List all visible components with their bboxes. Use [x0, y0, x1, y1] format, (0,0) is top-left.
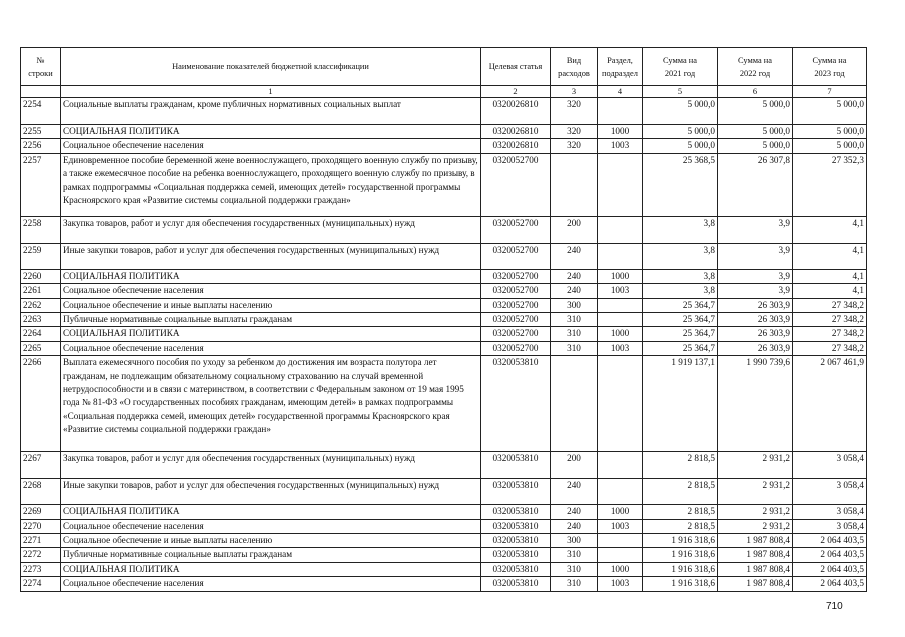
row-number: 2256: [21, 139, 61, 153]
sum-2021: 2 818,5: [643, 505, 718, 519]
sum-2022: 2 931,2: [718, 479, 793, 505]
sum-2021: 5 000,0: [643, 98, 718, 125]
target-article: 0320053810: [481, 534, 551, 548]
target-article: 0320052700: [481, 269, 551, 283]
sum-2022: 5 000,0: [718, 139, 793, 153]
target-article: 0320053810: [481, 505, 551, 519]
row-number: 2274: [21, 577, 61, 591]
sum-2021: 1 919 137,1: [643, 356, 718, 452]
row-number: 2264: [21, 327, 61, 341]
column-number-cell: 3: [551, 86, 598, 98]
sum-2022: 1 987 808,4: [718, 577, 793, 591]
sum-2023: 2 064 403,5: [793, 562, 867, 576]
sum-2023: 5 000,0: [793, 98, 867, 125]
indicator-name: СОЦИАЛЬНАЯ ПОЛИТИКА: [61, 505, 481, 519]
target-article: 0320053810: [481, 479, 551, 505]
header-section: Раздел, подраздел: [598, 48, 643, 86]
row-number: 2259: [21, 243, 61, 269]
sum-2021: 25 364,7: [643, 341, 718, 355]
indicator-name: Социальное обеспечение и иные выплаты населению: [61, 534, 481, 548]
expense-type: 310: [551, 577, 598, 591]
column-number-row: [21, 86, 867, 98]
indicator-name: Закупка товаров, работ и услуг для обеспечения государственных (муниципальных) нужд: [61, 452, 481, 479]
table-row: [21, 98, 867, 125]
sum-2022: 26 303,9: [718, 298, 793, 312]
sum-2023: 3 058,4: [793, 505, 867, 519]
row-number: 2268: [21, 479, 61, 505]
sum-2022: 2 931,2: [718, 519, 793, 533]
sum-2022: 3,9: [718, 216, 793, 243]
sum-2023: 2 064 403,5: [793, 534, 867, 548]
indicator-name: Социальное обеспечение населения: [61, 284, 481, 298]
sum-2023: 2 067 461,9: [793, 356, 867, 452]
sum-2021: 25 364,7: [643, 298, 718, 312]
header-sum-2022: Сумма на 2022 год: [718, 48, 793, 86]
table-header-row: [21, 48, 867, 86]
sum-2022: 3,9: [718, 284, 793, 298]
section-code: 1000: [598, 327, 643, 341]
section-code: [598, 216, 643, 243]
target-article: 0320053810: [481, 519, 551, 533]
indicator-name: СОЦИАЛЬНАЯ ПОЛИТИКА: [61, 327, 481, 341]
target-article: 0320052700: [481, 153, 551, 216]
expense-type: 240: [551, 505, 598, 519]
sum-2021: 25 368,5: [643, 153, 718, 216]
sum-2022: 2 931,2: [718, 505, 793, 519]
section-code: 1000: [598, 505, 643, 519]
indicator-name: СОЦИАЛЬНАЯ ПОЛИТИКА: [61, 562, 481, 576]
header-sum-2021: Сумма на 2021 год: [643, 48, 718, 86]
section-code: 1000: [598, 125, 643, 139]
table-row: [21, 313, 867, 327]
sum-2021: 25 364,7: [643, 327, 718, 341]
sum-2021: 1 916 318,6: [643, 534, 718, 548]
column-number-cell: 5: [643, 86, 718, 98]
expense-type: 320: [551, 98, 598, 125]
expense-type: 310: [551, 562, 598, 576]
target-article: 0320052700: [481, 243, 551, 269]
header-indicator-name: Наименование показателей бюджетной классификации: [61, 48, 481, 86]
table-row: [21, 243, 867, 269]
indicator-name: Иные закупки товаров, работ и услуг для обеспечения государственных (муниципальных) нужд: [61, 243, 481, 269]
sum-2023: 5 000,0: [793, 139, 867, 153]
expense-type: 200: [551, 216, 598, 243]
table-row: [21, 356, 867, 452]
target-article: 0320026810: [481, 98, 551, 125]
sum-2021: 3,8: [643, 284, 718, 298]
sum-2023: 4,1: [793, 269, 867, 283]
row-number: 2262: [21, 298, 61, 312]
section-code: 1003: [598, 519, 643, 533]
sum-2023: 4,1: [793, 216, 867, 243]
section-code: [598, 153, 643, 216]
sum-2021: 3,8: [643, 243, 718, 269]
row-number: 2272: [21, 548, 61, 562]
sum-2023: 27 348,2: [793, 313, 867, 327]
target-article: 0320052700: [481, 216, 551, 243]
budget-table: [20, 47, 867, 592]
row-number: 2271: [21, 534, 61, 548]
sum-2022: 26 303,9: [718, 327, 793, 341]
sum-2022: 2 931,2: [718, 452, 793, 479]
indicator-name: Социальное обеспечение населения: [61, 577, 481, 591]
sum-2021: 25 364,7: [643, 313, 718, 327]
target-article: 0320026810: [481, 139, 551, 153]
expense-type: 310: [551, 548, 598, 562]
sum-2022: 1 987 808,4: [718, 562, 793, 576]
expense-type: 300: [551, 298, 598, 312]
row-number: 2263: [21, 313, 61, 327]
section-code: [598, 479, 643, 505]
expense-type: [551, 153, 598, 216]
sum-2023: 27 348,2: [793, 327, 867, 341]
sum-2022: 26 303,9: [718, 341, 793, 355]
sum-2023: 3 058,4: [793, 479, 867, 505]
section-code: [598, 298, 643, 312]
sum-2023: 4,1: [793, 243, 867, 269]
target-article: 0320053810: [481, 548, 551, 562]
sum-2022: 1 987 808,4: [718, 534, 793, 548]
sum-2021: 1 916 318,6: [643, 548, 718, 562]
table-body: [21, 98, 867, 592]
target-article: 0320053810: [481, 452, 551, 479]
column-number-cell: 1: [61, 86, 481, 98]
column-number-cell: [21, 86, 61, 98]
table-row: [21, 153, 867, 216]
target-article: 0320052700: [481, 313, 551, 327]
section-code: 1003: [598, 577, 643, 591]
sum-2021: 3,8: [643, 269, 718, 283]
row-number: 2260: [21, 269, 61, 283]
sum-2021: 5 000,0: [643, 139, 718, 153]
section-code: [598, 534, 643, 548]
column-number-cell: 2: [481, 86, 551, 98]
target-article: 0320052700: [481, 341, 551, 355]
target-article: 0320052700: [481, 284, 551, 298]
table-row: [21, 298, 867, 312]
page-number: 710: [826, 601, 843, 612]
sum-2022: 5 000,0: [718, 125, 793, 139]
indicator-name: Публичные нормативные социальные выплаты гражданам: [61, 313, 481, 327]
section-code: [598, 243, 643, 269]
target-article: 0320052700: [481, 327, 551, 341]
section-code: 1000: [598, 562, 643, 576]
section-code: 1000: [598, 269, 643, 283]
row-number: 2255: [21, 125, 61, 139]
indicator-name: Единовременное пособие беременной жене военнослужащего, проходящего военную службу по призыву, а также ежемесячное пособие на ребенка военнослужащего, проходящего военную службу по призыву, в рамках подпрограммы «Социальная поддержка семей, имеющих детей» государственной программы Красноярского края «Развитие системы социальной поддержки граждан»: [61, 153, 481, 216]
row-number: 2267: [21, 452, 61, 479]
target-article: 0320052700: [481, 298, 551, 312]
indicator-name: Иные закупки товаров, работ и услуг для обеспечения государственных (муниципальных) нужд: [61, 479, 481, 505]
expense-type: 240: [551, 479, 598, 505]
sum-2022: 3,9: [718, 243, 793, 269]
indicator-name: Социальное обеспечение населения: [61, 341, 481, 355]
sum-2023: 5 000,0: [793, 125, 867, 139]
row-number: 2269: [21, 505, 61, 519]
indicator-name: Публичные нормативные социальные выплаты гражданам: [61, 548, 481, 562]
table-row: [21, 505, 867, 519]
table-row: [21, 341, 867, 355]
indicator-name: Социальное обеспечение населения: [61, 139, 481, 153]
column-number-cell: 6: [718, 86, 793, 98]
sum-2021: 2 818,5: [643, 519, 718, 533]
row-number: 2258: [21, 216, 61, 243]
expense-type: 300: [551, 534, 598, 548]
indicator-name: Социальное обеспечение и иные выплаты населению: [61, 298, 481, 312]
table-row: [21, 548, 867, 562]
row-number: 2265: [21, 341, 61, 355]
indicator-name: Социальное обеспечение населения: [61, 519, 481, 533]
table-row: [21, 519, 867, 533]
column-number-cell: 7: [793, 86, 867, 98]
table-row: [21, 284, 867, 298]
row-number: 2273: [21, 562, 61, 576]
target-article: 0320053810: [481, 356, 551, 452]
section-code: 1003: [598, 139, 643, 153]
target-article: 0320053810: [481, 577, 551, 591]
sum-2021: 3,8: [643, 216, 718, 243]
indicator-name: Закупка товаров, работ и услуг для обеспечения государственных (муниципальных) нужд: [61, 216, 481, 243]
sum-2021: 2 818,5: [643, 452, 718, 479]
row-number: 2257: [21, 153, 61, 216]
sum-2023: 27 348,2: [793, 341, 867, 355]
table-row: [21, 562, 867, 576]
sum-2023: 3 058,4: [793, 452, 867, 479]
sum-2021: 5 000,0: [643, 125, 718, 139]
header-target-article: Целевая статья: [481, 48, 551, 86]
expense-type: 200: [551, 452, 598, 479]
section-code: 1003: [598, 284, 643, 298]
table-row: [21, 216, 867, 243]
expense-type: 310: [551, 327, 598, 341]
sum-2023: 3 058,4: [793, 519, 867, 533]
indicator-name: Выплата ежемесячного пособия по уходу за ребенком до достижения им возраста полутора лет гражданам, не подлежащим обязательному социальному страхованию на случай временной нетрудоспособности и в связи с материнством, в соответствии с Федеральным законом от 19 мая 1995 года № 81-ФЗ «О государственных пособиях гражданам, имеющим детей» в рамках подпрограммы «Социальная поддержка семей, имеющих детей» государственной программы Красноярского края «Развитие системы социальной поддержки граждан»: [61, 356, 481, 452]
expense-type: 240: [551, 269, 598, 283]
indicator-name: СОЦИАЛЬНАЯ ПОЛИТИКА: [61, 269, 481, 283]
row-number: 2261: [21, 284, 61, 298]
sum-2022: 1 990 739,6: [718, 356, 793, 452]
section-code: [598, 356, 643, 452]
sum-2023: 27 352,3: [793, 153, 867, 216]
row-number: 2270: [21, 519, 61, 533]
sum-2023: 27 348,2: [793, 298, 867, 312]
sum-2021: 1 916 318,6: [643, 562, 718, 576]
sum-2023: 2 064 403,5: [793, 548, 867, 562]
section-code: [598, 313, 643, 327]
row-number: 2266: [21, 356, 61, 452]
header-row-number: № строки: [21, 48, 61, 86]
header-sum-2023: Сумма на 2023 год: [793, 48, 867, 86]
sum-2022: 1 987 808,4: [718, 548, 793, 562]
sum-2022: 26 307,8: [718, 153, 793, 216]
sum-2022: 3,9: [718, 269, 793, 283]
table-row: [21, 269, 867, 283]
expense-type: [551, 356, 598, 452]
sum-2021: 1 916 318,6: [643, 577, 718, 591]
section-code: [598, 548, 643, 562]
indicator-name: СОЦИАЛЬНАЯ ПОЛИТИКА: [61, 125, 481, 139]
section-code: 1003: [598, 341, 643, 355]
expense-type: 240: [551, 243, 598, 269]
column-number-cell: 4: [598, 86, 643, 98]
sum-2021: 2 818,5: [643, 479, 718, 505]
sum-2023: 2 064 403,5: [793, 577, 867, 591]
sum-2022: 26 303,9: [718, 313, 793, 327]
table-row: [21, 534, 867, 548]
expense-type: 320: [551, 125, 598, 139]
table-row: [21, 139, 867, 153]
table-row: [21, 577, 867, 591]
expense-type: 310: [551, 341, 598, 355]
section-code: [598, 98, 643, 125]
target-article: 0320026810: [481, 125, 551, 139]
indicator-name: Социальные выплаты гражданам, кроме публичных нормативных социальных выплат: [61, 98, 481, 125]
target-article: 0320053810: [481, 562, 551, 576]
section-code: [598, 452, 643, 479]
table-row: [21, 327, 867, 341]
row-number: 2254: [21, 98, 61, 125]
expense-type: 240: [551, 284, 598, 298]
header-expense-type: Вид расходов: [551, 48, 598, 86]
table-row: [21, 452, 867, 479]
expense-type: 310: [551, 313, 598, 327]
expense-type: 240: [551, 519, 598, 533]
table-row: [21, 125, 867, 139]
table-row: [21, 479, 867, 505]
sum-2023: 4,1: [793, 284, 867, 298]
expense-type: 320: [551, 139, 598, 153]
sum-2022: 5 000,0: [718, 98, 793, 125]
